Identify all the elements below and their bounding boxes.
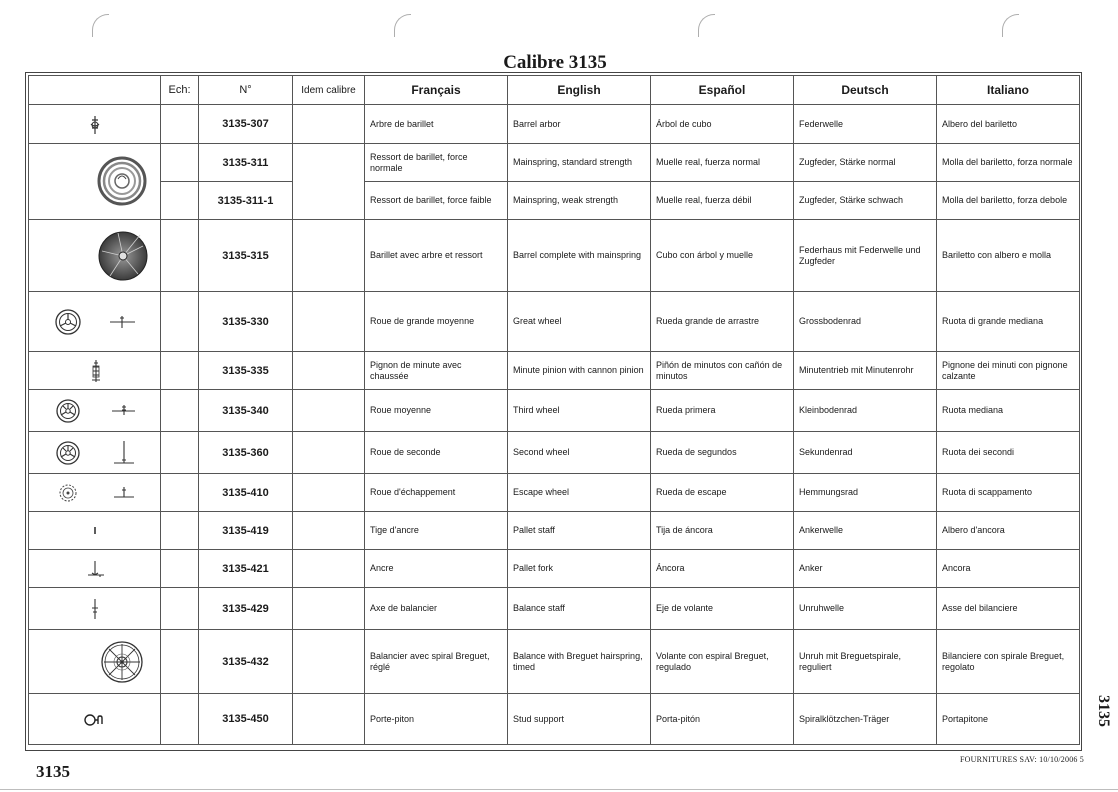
part-number: 3135-450 (199, 694, 293, 745)
part-number: 3135-432 (199, 630, 293, 694)
desc-es: Muelle real, fuerza normal (651, 144, 794, 182)
desc-fr: Ancre (365, 550, 508, 588)
part-number: 3135-311-1 (199, 182, 293, 220)
idem-cell (293, 292, 365, 352)
table-row (29, 144, 1080, 182)
table-row (29, 182, 1080, 220)
mainspring-icon (29, 144, 161, 220)
desc-es: Rueda de segundos (651, 432, 794, 474)
header-italian: Italiano (937, 76, 1080, 105)
idem-cell (293, 144, 365, 220)
pallet-fork-icon (29, 550, 161, 588)
ech-cell (161, 182, 199, 220)
header-idem-calibre: Idem calibre (293, 76, 365, 105)
desc-it: Ruota di scappamento (937, 474, 1080, 512)
desc-de: Federhaus mit Federwelle und Zugfeder (794, 220, 937, 292)
part-number: 3135-340 (199, 390, 293, 432)
part-number: 3135-429 (199, 588, 293, 630)
desc-fr: Roue de seconde (365, 432, 508, 474)
barrel-arbor-icon (29, 105, 161, 144)
table-row (29, 105, 1080, 144)
idem-cell (293, 550, 365, 588)
desc-es: Áncora (651, 550, 794, 588)
ech-cell (161, 390, 199, 432)
ech-cell (161, 474, 199, 512)
ech-cell (161, 105, 199, 144)
desc-fr: Axe de balancier (365, 588, 508, 630)
desc-it: Molla del bariletto, forza debole (937, 182, 1080, 220)
punch-hole-mark (1002, 14, 1019, 37)
desc-it: Ancora (937, 550, 1080, 588)
stud-support-icon (29, 694, 161, 745)
idem-cell (293, 512, 365, 550)
desc-de: Zugfeder, Stärke normal (794, 144, 937, 182)
desc-en: Stud support (508, 694, 651, 745)
ech-cell (161, 694, 199, 745)
desc-en: Pallet fork (508, 550, 651, 588)
desc-de: Kleinbodenrad (794, 390, 937, 432)
desc-de: Grossbodenrad (794, 292, 937, 352)
part-number: 3135-330 (199, 292, 293, 352)
desc-it: Ruota dei secondi (937, 432, 1080, 474)
desc-en: Mainspring, weak strength (508, 182, 651, 220)
header-image (29, 76, 161, 105)
desc-es: Tija de áncora (651, 512, 794, 550)
desc-fr: Ressort de barillet, force normale (365, 144, 508, 182)
desc-fr: Roue moyenne (365, 390, 508, 432)
desc-fr: Balancier avec spiral Breguet, réglé (365, 630, 508, 694)
table-row (29, 694, 1080, 745)
punch-hole-mark (394, 14, 411, 37)
desc-es: Rueda de escape (651, 474, 794, 512)
desc-de: Hemmungsrad (794, 474, 937, 512)
desc-en: Mainspring, standard strength (508, 144, 651, 182)
desc-en: Second wheel (508, 432, 651, 474)
idem-cell (293, 105, 365, 144)
desc-de: Zugfeder, Stärke schwach (794, 182, 937, 220)
desc-es: Porta-pitón (651, 694, 794, 745)
part-number: 3135-360 (199, 432, 293, 474)
desc-it: Albero del bariletto (937, 105, 1080, 144)
desc-it: Pignone dei minuti con pignone calzante (937, 352, 1080, 390)
desc-fr: Pignon de minute avec chaussée (365, 352, 508, 390)
desc-en: Great wheel (508, 292, 651, 352)
parts-table (28, 75, 1080, 745)
part-number: 3135-410 (199, 474, 293, 512)
punch-hole-mark (92, 14, 109, 37)
header-number: N° (199, 76, 293, 105)
table-row (29, 432, 1080, 474)
table-row (29, 630, 1080, 694)
desc-fr: Roue de grande moyenne (365, 292, 508, 352)
desc-it: Portapitone (937, 694, 1080, 745)
ech-cell (161, 352, 199, 390)
ech-cell (161, 630, 199, 694)
desc-es: Volante con espiral Breguet, regulado (651, 630, 794, 694)
idem-cell (293, 220, 365, 292)
ech-cell (161, 144, 199, 182)
barrel-complete-icon (29, 220, 161, 292)
desc-it: Molla del bariletto, forza normale (937, 144, 1080, 182)
minute-pinion-icon (29, 352, 161, 390)
ech-cell (161, 588, 199, 630)
idem-cell (293, 474, 365, 512)
desc-de: Anker (794, 550, 937, 588)
bottom-divider (0, 789, 1118, 790)
table-row (29, 474, 1080, 512)
header-french: Français (365, 76, 508, 105)
ech-cell (161, 220, 199, 292)
desc-de: Spiralklötzchen-Träger (794, 694, 937, 745)
table-row (29, 220, 1080, 292)
desc-en: Barrel arbor (508, 105, 651, 144)
ech-cell (161, 512, 199, 550)
desc-fr: Porte-piton (365, 694, 508, 745)
header-ech: Ech: (161, 76, 199, 105)
table-row (29, 390, 1080, 432)
header-english: English (508, 76, 651, 105)
table-row (29, 352, 1080, 390)
footer-note: FOURNITURES SAV: 10/10/2006 5 (960, 755, 1084, 764)
third-wheel-icon (29, 390, 161, 432)
desc-it: Ruota di grande mediana (937, 292, 1080, 352)
desc-it: Bariletto con albero e molla (937, 220, 1080, 292)
desc-en: Minute pinion with cannon pinion (508, 352, 651, 390)
desc-es: Árbol de cubo (651, 105, 794, 144)
desc-de: Unruh mit Breguetspirale, reguliert (794, 630, 937, 694)
table-row (29, 292, 1080, 352)
header-german: Deutsch (794, 76, 937, 105)
great-wheel-icon (29, 292, 161, 352)
punch-hole-mark (698, 14, 715, 37)
desc-en: Barrel complete with mainspring (508, 220, 651, 292)
part-number: 3135-311 (199, 144, 293, 182)
desc-es: Muelle real, fuerza débil (651, 182, 794, 220)
desc-it: Asse del bilanciere (937, 588, 1080, 630)
desc-en: Pallet staff (508, 512, 651, 550)
desc-en: Balance with Breguet hairspring, timed (508, 630, 651, 694)
table-row (29, 550, 1080, 588)
idem-cell (293, 390, 365, 432)
desc-es: Piñón de minutos con cañón de minutos (651, 352, 794, 390)
balance-wheel-icon (29, 630, 161, 694)
escape-wheel-icon (29, 474, 161, 512)
desc-fr: Roue d'échappement (365, 474, 508, 512)
idem-cell (293, 588, 365, 630)
idem-cell (293, 352, 365, 390)
desc-it: Ruota mediana (937, 390, 1080, 432)
desc-es: Rueda primera (651, 390, 794, 432)
desc-de: Unruhwelle (794, 588, 937, 630)
desc-de: Ankerwelle (794, 512, 937, 550)
desc-fr: Ressort de barillet, force faible (365, 182, 508, 220)
ech-cell (161, 432, 199, 474)
desc-fr: Barillet avec arbre et ressort (365, 220, 508, 292)
idem-cell (293, 630, 365, 694)
table-row (29, 588, 1080, 630)
idem-cell (293, 694, 365, 745)
desc-fr: Arbre de barillet (365, 105, 508, 144)
part-number: 3135-307 (199, 105, 293, 144)
desc-en: Third wheel (508, 390, 651, 432)
desc-en: Balance staff (508, 588, 651, 630)
footer-page-number: 3135 (36, 762, 70, 781)
idem-cell (293, 432, 365, 474)
table-header-row (29, 76, 1080, 105)
desc-it: Albero d'ancora (937, 512, 1080, 550)
desc-fr: Tige d'ancre (365, 512, 508, 550)
desc-es: Rueda grande de arrastre (651, 292, 794, 352)
part-number: 3135-335 (199, 352, 293, 390)
table-row (29, 512, 1080, 550)
desc-es: Cubo con árbol y muelle (651, 220, 794, 292)
ech-cell (161, 292, 199, 352)
second-wheel-icon (29, 432, 161, 474)
desc-en: Escape wheel (508, 474, 651, 512)
part-number: 3135-315 (199, 220, 293, 292)
part-number: 3135-421 (199, 550, 293, 588)
desc-de: Minutentrieb mit Minutenrohr (794, 352, 937, 390)
pallet-staff-icon (29, 512, 161, 550)
part-number: 3135-419 (199, 512, 293, 550)
side-page-label: 3135 (1095, 695, 1112, 727)
header-spanish: Español (651, 76, 794, 105)
page-title: Calibre 3135 (503, 52, 607, 73)
ech-cell (161, 550, 199, 588)
desc-it: Bilanciere con spirale Breguet, regolato (937, 630, 1080, 694)
desc-de: Federwelle (794, 105, 937, 144)
balance-staff-icon (29, 588, 161, 630)
desc-es: Eje de volante (651, 588, 794, 630)
desc-de: Sekundenrad (794, 432, 937, 474)
